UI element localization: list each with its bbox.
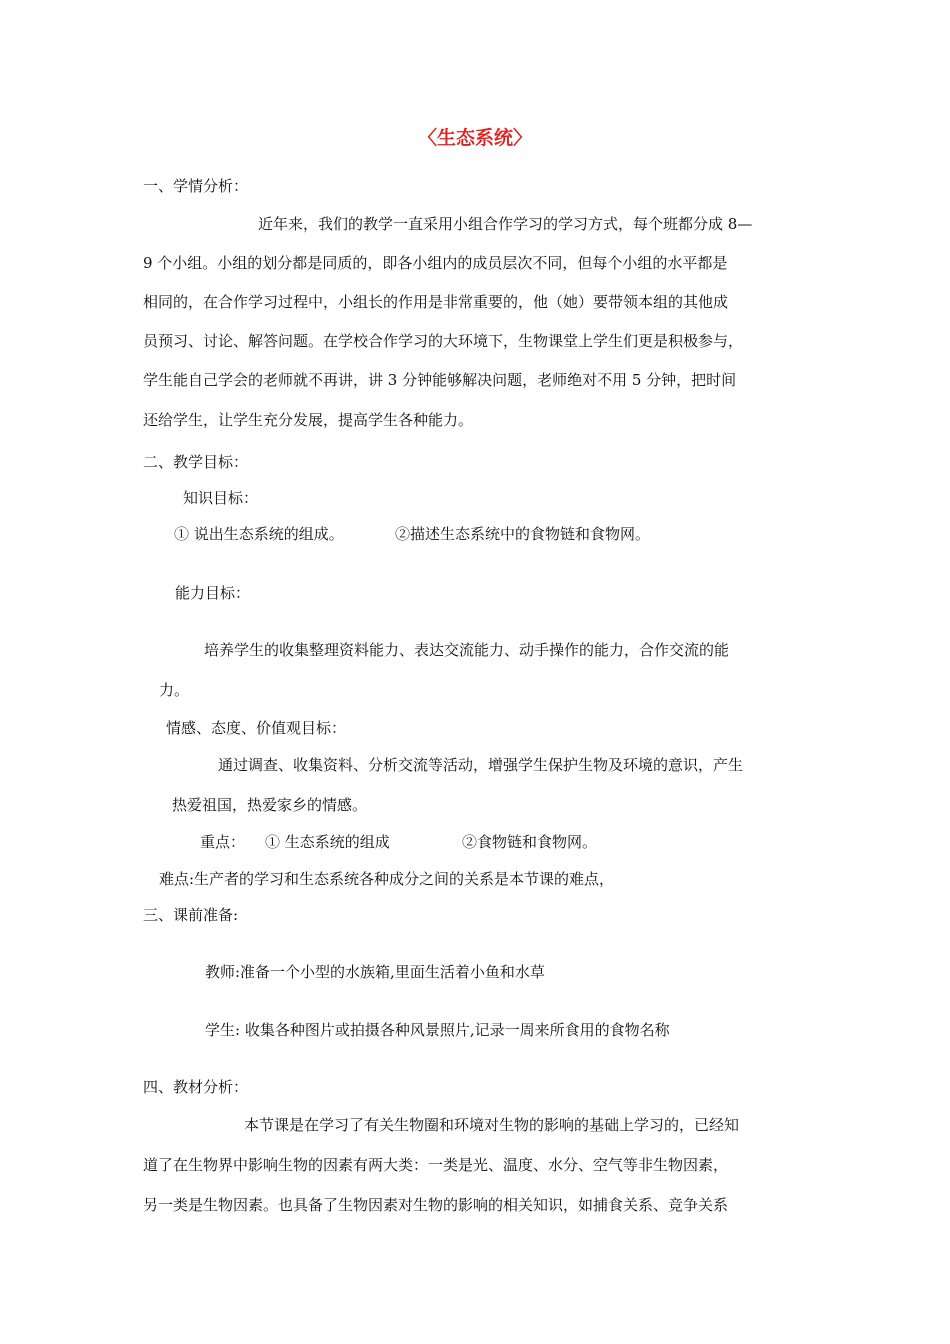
paragraph-line: 力。: [159, 681, 190, 699]
key-point-item: ②食物链和食物网。: [462, 833, 598, 851]
paragraph-line: 9 个小组。小组的划分都是同质的，即各小组内的成员层次不同，但每个小组的水平都是: [143, 254, 728, 272]
ability-goal-label: 能力目标：: [175, 584, 251, 602]
section-1-heading: 一、学情分析：: [143, 177, 249, 195]
knowledge-goal-item: ②描述生态系统中的食物链和食物网。: [395, 525, 651, 543]
difficulty-line: 难点:生产者的学习和生态系统各种成分之间的关系是本节课的难点，: [159, 870, 615, 888]
section-2-heading: 二、教学目标：: [143, 453, 249, 471]
paragraph-line: 员预习、讨论、解答问题。在学校合作学习的大环境下，生物课堂上学生们更是积极参与，: [143, 332, 744, 350]
paragraph-line: 相同的，在合作学习过程中，小组长的作用是非常重要的，他（她）要带领本组的其他成: [143, 293, 729, 311]
paragraph-line: 通过调查、收集资料、分析交流等活动，增强学生保护生物及环境的意识，产生: [218, 756, 744, 774]
paragraph-line: 近年来，我们的教学一直采用小组合作学习的学习方式，每个班都分成 8—: [258, 215, 753, 233]
teacher-preparation: 教师:准备一个小型的水族箱,里面生活着小鱼和水草: [205, 963, 545, 981]
emotion-goal-label: 情感、态度、价值观目标：: [166, 719, 347, 737]
section-4-heading: 四、教材分析：: [143, 1078, 249, 1096]
knowledge-goal-item: ① 说出生态系统的组成。: [174, 525, 344, 543]
paragraph-line: 本节课是在学习了有关生物圈和环境对生物的影响的基础上学习的，已经知: [244, 1116, 740, 1134]
paragraph-line: 培养学生的收集整理资料能力、表达交流能力、动手操作的能力，合作交流的能: [204, 641, 730, 659]
student-preparation: 学生: 收集各种图片或拍摄各种风景照片,记录一周来所食用的食物名称: [205, 1021, 670, 1039]
section-3-heading: 三、课前准备:: [143, 906, 239, 924]
paragraph-line: 道了在生物界中影响生物的因素有两大类：一类是光、温度、水分、空气等非生物因素，: [143, 1156, 729, 1174]
paragraph-line: 热爱祖国，热爱家乡的情感。: [172, 796, 368, 814]
page-title: 〈生态系统〉: [417, 127, 532, 149]
paragraph-line: 学生能自己学会的老师就不再讲，讲 3 分钟能够解决问题，老师绝对不用 5 分钟，把时间: [143, 371, 737, 389]
paragraph-line: 另一类是生物因素。也具备了生物因素对生物的影响的相关知识，如捕食关系、竞争关系: [143, 1196, 729, 1214]
key-point-item: ① 生态系统的组成: [265, 833, 390, 851]
knowledge-goal-label: 知识目标：: [183, 489, 259, 507]
paragraph-line: 还给学生，让学生充分发展，提高学生各种能力。: [143, 411, 474, 429]
key-points-label: 重点：: [200, 833, 246, 851]
